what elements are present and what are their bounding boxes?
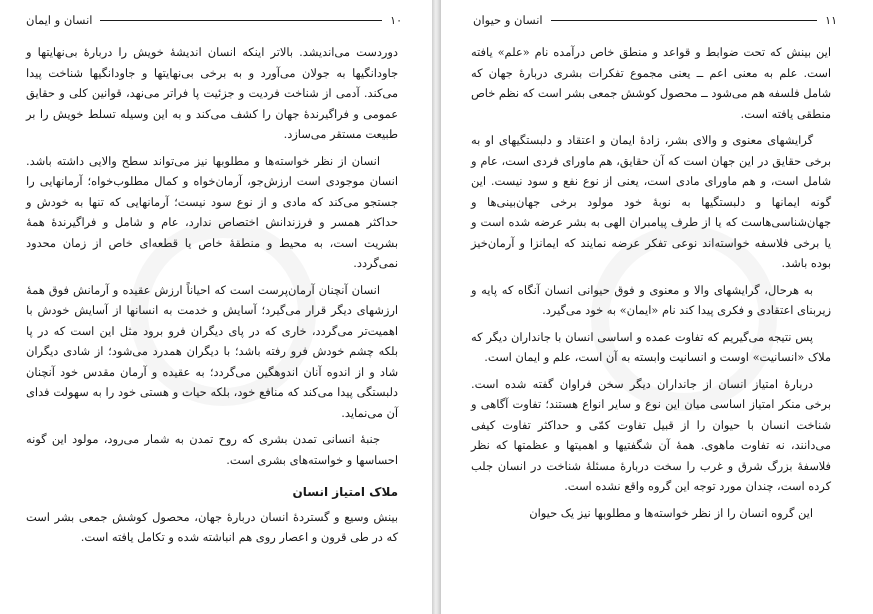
book-gutter <box>432 0 441 614</box>
paragraph: بینش وسیع و گستردهٔ انسان دربارهٔ جهان، محصول کوشش جمعی بشر است که در طی قرون و اعصار روی هم انباشته شده و تکامل یافته است. <box>26 509 398 544</box>
section-heading: ملاک امتیاز انسان <box>292 485 398 499</box>
left-running-header <box>26 12 402 28</box>
paragraph: دربارهٔ امتیاز انسان از جانداران دیگر سخن فراوان گفته شده است. برخی منکر امتیاز اساسی میان این نوع و سایر انواع هستند؛ تفاوت آگاهی و شناخت انسان با حیوان را از قبیل تفاوت کمّی و حداکثر تفاوت کیفی می‌دانند، نه تفاوت ماهوی. همهٔ آن شگفتیها و اهمیتها و عظمتها که نظر فلاسفهٔ بزرگ شرق و غرب را سخت دربارهٔ مسئلهٔ شناخت در انسان جلب کرده است، چندان مورد توجه این گروه واقع نشده است. <box>471 376 831 493</box>
paragraph: انسان از نظر خواسته‌ها و مطلوبها نیز می‌تواند سطح والایی داشته باشد. انسان موجودی است ارزش‌جو، آرمان‌خواه و کمال مطلوب‌خواه؛ آرمانهایی را جستجو می‌کند که مادی و از نوع سود نیست؛ آرمانهایی که تنها به خودش و حداکثر همسر و فرزندانش اختصاص ندارد، عام و شامل و فراگیرندهٔ همهٔ بشریت است، به محیط و منطقهٔ خاص یا قطعه‌ای خاص از زمان محدود نمی‌گردد. <box>26 153 398 270</box>
right-header-title: انسان و حیوان <box>473 13 543 27</box>
left-page-number: ۱۰ <box>390 13 402 27</box>
left-page-body <box>26 42 398 554</box>
right-page-number: ۱۱ <box>825 13 837 27</box>
left-page <box>0 0 432 614</box>
paragraph: به هرحال، گرایشهای والا و معنوی و فوق حیوانی انسان آنگاه که پایه و زیربنای اعتقادی و فکری پیدا کند نام «ایمان» به خود می‌گیرد. <box>471 282 831 317</box>
paragraph: گرایشهای معنوی و والای بشر، زادهٔ ایمان و اعتقاد و دلبستگیهای او به برخی حقایق در این جهان است که آن حقایق، هم ماورای فردی است، عام و شامل است، و هم ماورای مادی است، یعنی از نوع نفع و سود نیست. این گونه ایمانها و دلبستگیها به نوبهٔ خود مولود برخی جهان‌بینی‌ها و جهان‌شناسی‌هاست که یا از طرف پیامبران الهی به بشر عرضه شده است و یا برخی فلاسفه خواسته‌اند نوعی تفکر عرضه نمایند که ایمانزا و آرمان‌خیز بوده باشد. <box>471 133 831 270</box>
paragraph: پس نتیجه می‌گیریم که تفاوت عمده و اساسی انسان با جانداران دیگر که ملاک «انسانیت» اوست و انسانیت وابسته به آن است، علم و ایمان است. <box>471 329 831 364</box>
paragraph: دوردست می‌اندیشد. بالاتر اینکه انسان اندیشهٔ خویش را دربارهٔ بی‌نهایتها و جاودانگیها به جولان می‌آورد و به برخی بی‌نهایتها و جاودانگیها شناخت پیدا می‌کند. آدمی از شناخت فردیت و جزئیت پا فراتر می‌نهد، قوانین کلی و حقایق عمومی و فراگیرندهٔ جهان را کشف می‌کند و به این وسیله تسلط خویش را بر طبیعت مستقر می‌سازد. <box>26 45 398 141</box>
paragraph: انسان آنچنان آرمان‌پرست است که احیاناً ارزش عقیده و آرمانش فوق همهٔ ارزشهای دیگر قرار می‌گیرد؛ آسایش و خدمت به انسانها از آسایش خودش با اهمیت‌تر می‌گردد، خاری که در پای دیگران فرو برود مثل این است که در پا بلکه چشم خودش فرو رفته باشد؛ با دیگران همدرد می‌شود؛ از شادی دیگران شاد و از اندوه آنان اندوهگین می‌گردد؛ به عقیده و آرمان مقدس خود آنچنان دلبستگی پیدا می‌کند که منافع خود، بلکه حیات و هستی خود را به سهولت فدای آن می‌نماید. <box>26 282 398 420</box>
paragraph: جنبهٔ انسانی تمدن بشری که روح تمدن به شمار می‌رود، مولود این گونه احساسها و خواسته‌های بشری است. <box>26 432 398 467</box>
right-page-body <box>471 42 831 529</box>
paragraph: این گروه انسان را از نظر خواسته‌ها و مطلوبها نیز یک حیوان <box>529 505 813 520</box>
paragraph: این بینش که تحت ضوابط و قواعد و منطق خاص درآمده نام «علم» یافته است. علم به معنی اعم ــ یعنی مجموع تفکرات بشری دربارهٔ جهان که شامل فلسفه هم می‌شود ــ محصول کوشش جمعی بشر است که نظم خاص منطقی یافته است. <box>471 45 831 121</box>
header-rule <box>551 20 818 21</box>
right-page <box>441 0 873 614</box>
header-rule <box>100 20 382 21</box>
right-running-header <box>473 12 837 28</box>
left-header-title: انسان و ایمان <box>26 13 93 27</box>
